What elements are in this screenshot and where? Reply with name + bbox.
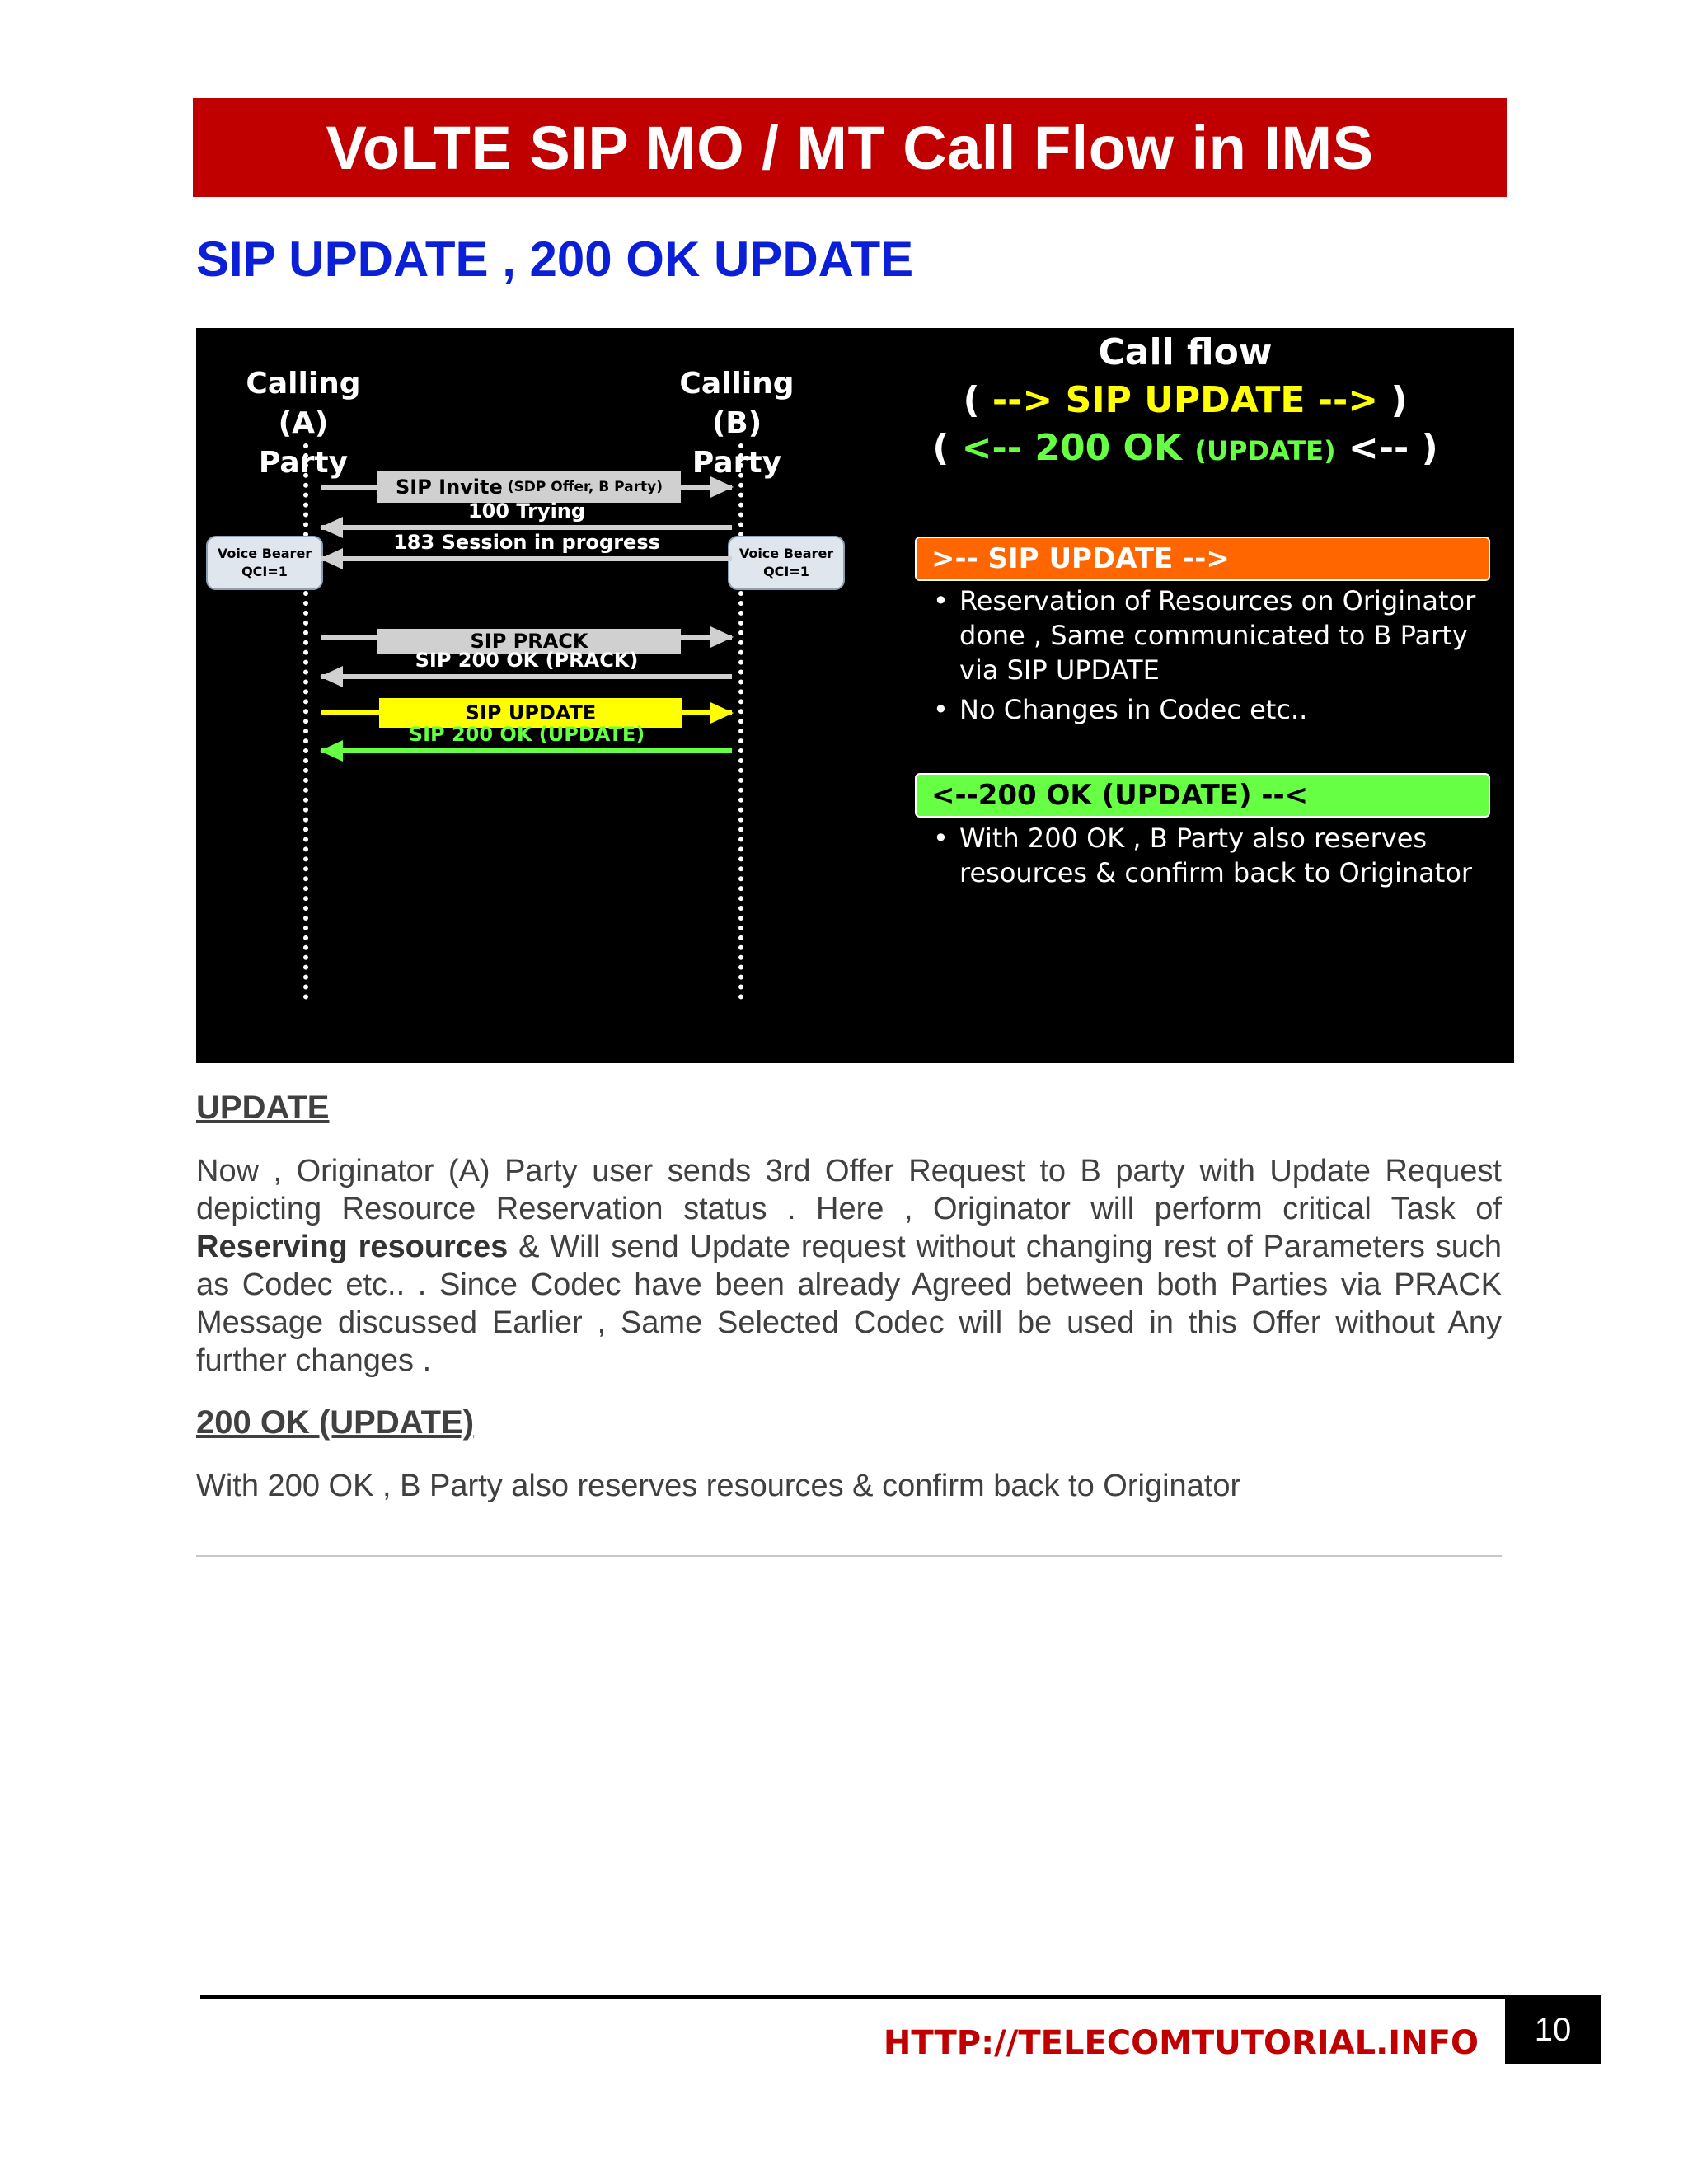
msg-183-session [321, 531, 732, 575]
page-number: 10 [1505, 1995, 1601, 2064]
msg-200-ok-prack-label: SIP 200 OK (PRACK) [415, 649, 639, 672]
section-heading: SIP UPDATE , 200 OK UPDATE [196, 232, 914, 287]
call-flow-line1-text: --> SIP UPDATE --> [979, 379, 1391, 421]
bearer-b-line2: QCI=1 [763, 564, 809, 579]
call-flow-line2-open: ( [932, 427, 950, 469]
call-flow-line2 [839, 427, 1514, 469]
party-b-label [654, 364, 819, 483]
ok-update-bullets [930, 821, 1498, 895]
bearer-a-line1: Voice Bearer [217, 546, 312, 561]
update-paragraph-bold: Reserving resources [196, 1230, 509, 1264]
title-banner [193, 98, 1507, 197]
call-flow-line2-small: (UPDATE) [1194, 435, 1336, 466]
call-flow-diagram [196, 328, 1514, 1063]
msg-sip-invite-box [377, 471, 681, 503]
arrow-right-icon [710, 476, 734, 498]
footer-divider [200, 1995, 1507, 1999]
call-flow-line1-close: ) [1390, 379, 1408, 421]
call-flow-line1-open: ( [963, 379, 980, 421]
ok-update-paragraph: With 200 OK , B Party also reserves resources & confirm back to Originator [196, 1469, 1241, 1503]
ok-update-box-title: <--200 OK (UPDATE) --< [931, 779, 1309, 812]
msg-183-session-label: 183 Session in progress [393, 531, 660, 554]
arrow-right-icon [710, 626, 734, 648]
update-paragraph [196, 1152, 1502, 1380]
call-flow-line2-close: ) [1421, 427, 1438, 469]
update-paragraph-part2: & Will send Update request without changing rest of Parameters such as Codec etc.. . Since Codec have been already Agreed between both Parties via PRACK Message discussed Earlier , Same Selected Codec will be used in this Offer without Any further changes . [196, 1230, 1502, 1378]
msg-sip-update-label: SIP UPDATE [465, 701, 597, 724]
party-a-line1: Calling (A) [246, 367, 361, 440]
ok-update-heading: 200 OK (UPDATE) [196, 1404, 475, 1441]
msg-200-ok-update-label: SIP 200 OK (UPDATE) [408, 723, 645, 746]
msg-sip-invite-label: SIP Invite [395, 476, 503, 499]
bearer-a-line2: QCI=1 [241, 564, 288, 579]
ok-update-box [915, 773, 1490, 818]
msg-100-trying-label: 100 Trying [467, 499, 586, 523]
party-a-lifeline [303, 443, 308, 1000]
divider [196, 1555, 1502, 1557]
sip-update-box-title: >-- SIP UPDATE --> [931, 542, 1230, 575]
document-title: VoLTE SIP MO / MT Call Flow in IMS [326, 113, 1374, 182]
msg-200-ok-update [321, 723, 732, 767]
update-heading: UPDATE [196, 1090, 330, 1126]
msg-sip-invite-detail: (SDP Offer, B Party) [507, 479, 663, 495]
party-b-line2: Party [692, 446, 782, 480]
voice-bearer-a [206, 536, 323, 590]
list-item: • No Changes in Codec etc.. [930, 692, 1498, 727]
party-a-line2: Party [258, 446, 349, 480]
call-flow-line2-text: <-- 200 OK [949, 427, 1195, 469]
bearer-b-line1: Voice Bearer [738, 546, 834, 561]
call-flow-title: Call flow [1098, 331, 1273, 373]
voice-bearer-b [728, 536, 845, 590]
update-paragraph-part1: Now , Originator (A) Party user sends 3rd Offer Request to B party with Update Request depicting Resource Reservation status . Here , Originator will perform critical Task of [196, 1154, 1502, 1226]
msg-sip-prack-label: SIP PRACK [470, 630, 588, 653]
sip-update-box [915, 537, 1490, 581]
call-flow-line1 [839, 379, 1514, 421]
list-item: • Reservation of Resources on Originator done , Same communicated to B Party via SIP UPDATE [930, 583, 1498, 687]
msg-200-ok-prack [321, 649, 732, 693]
arrow-right-icon [710, 702, 734, 724]
sip-update-bullets [930, 583, 1498, 732]
list-item: • With 200 OK , B Party also reserves resources & confirm back to Originator [930, 821, 1498, 890]
party-b-line1: Calling (B) [679, 367, 795, 440]
call-flow-line2-tail: <-- [1335, 427, 1422, 469]
party-b-lifeline [738, 443, 743, 1000]
msg-sip-invite [321, 471, 732, 504]
footer-link[interactable]: HTTP://TELECOMTUTORIAL.INFO [883, 2024, 1479, 2062]
